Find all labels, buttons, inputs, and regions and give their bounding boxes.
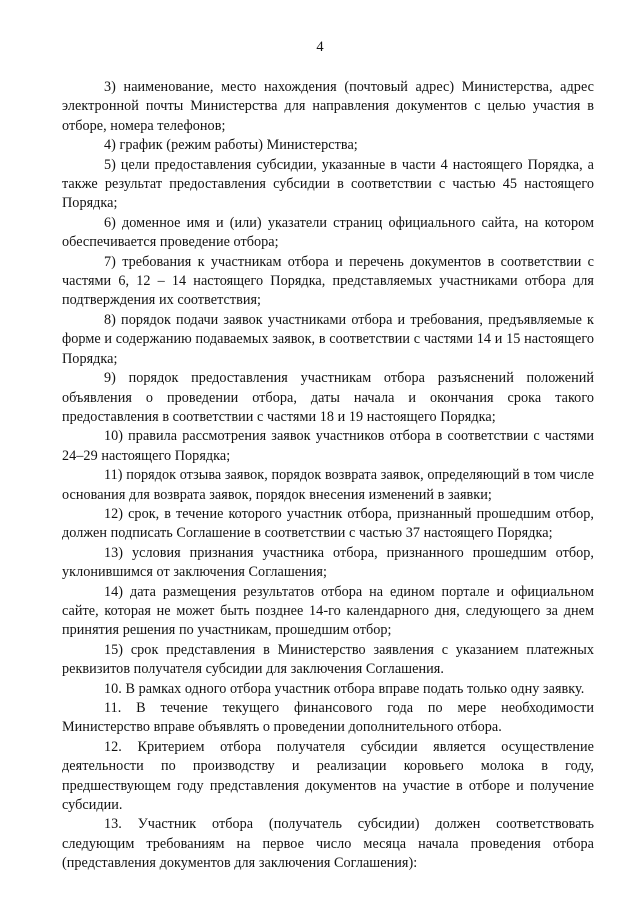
paragraph: 14) дата размещения результатов отбора на едином портале и официальном сайте, которая не может быть позднее 14-го календарного дня, следующего за днем принятия решения по участникам, прошедшим отбор; xyxy=(62,583,594,639)
paragraph: 10. В рамках одного отбора участник отбора вправе подать только одну заявку. xyxy=(104,680,585,697)
paragraph: 3) наименование, место нахождения (почтовый адрес) Министерства, адрес электронной почты Министерства для направления документов с целью участия в отборе, номера телефонов; xyxy=(62,79,594,134)
paragraph: 11. В течение текущего финансового года по мере необходимости Министерство вправе объявлять о проведении дополнительного отбора. xyxy=(62,700,594,736)
paragraph: 8) порядок подачи заявок участниками отбора и требования, предъявляемые к форме и содержанию подаваемых заявок, в соответствии с частями 14 и 15 настоящего Порядка; xyxy=(62,311,594,367)
paragraph: 10) правила рассмотрения заявок участников отбора в соответствии с частями 24–29 настоящего Порядка; xyxy=(62,428,594,464)
paragraph: 6) доменное имя и (или) указатели страниц официального сайта, на котором обеспечивается проведение отбора; xyxy=(62,214,594,251)
paragraph: 12) срок, в течение которого участник отбора, признанный прошедшим отбор, должен подписать Соглашение в соответствии с частью 37 настоящего Порядка; xyxy=(62,505,594,542)
paragraph: 11) порядок отзыва заявок, порядок возврата заявок, определяющий в том числе основания для возврата заявок, порядок внесения изменений в заявки; xyxy=(62,467,594,503)
paragraph: 7) требования к участникам отбора и перечень документов в соответствии с частями 6, 12 – 14 настоящего Порядка, представляемых участниками отбора для подтверждения их соответствия; xyxy=(62,253,594,309)
paragraph: 9) порядок предоставления участникам отбора разъяснений положений объявления о проведении отбора, даты начала и окончания срока такого предоставления в соответствии с частями 18 и 19 настоящего Порядка; xyxy=(62,370,594,425)
paragraph: 12. Критерием отбора получателя субсидии является осуществление деятельности по производству и реализации коровьего молока в году, предшествующем году представления документов на участие в отборе и получение субсидии. xyxy=(62,738,594,814)
paragraph: 4) график (режим работы) Министерства; xyxy=(104,137,358,154)
paragraph: 13) условия признания участника отбора, признанного прошедшим отбор, уклонившимся от заключения Соглашения; xyxy=(62,544,594,581)
paragraph: 13. Участник отбора (получатель субсидии) должен соответствовать следующим требованиям на первое число месяца начала проведения отбора (представления документов для заключения Соглашения): xyxy=(62,816,594,872)
paragraph: 5) цели предоставления субсидии, указанные в части 4 настоящего Порядка, а также результат предоставления субсидии в соответствии с частью 45 настоящего Порядка; xyxy=(62,156,594,212)
document-body xyxy=(62,78,594,874)
paragraph: 15) срок представления в Министерство заявления с указанием платежных реквизитов получателя субсидии для заключения Соглашения. xyxy=(62,641,594,678)
page-number: 4 xyxy=(316,39,324,55)
